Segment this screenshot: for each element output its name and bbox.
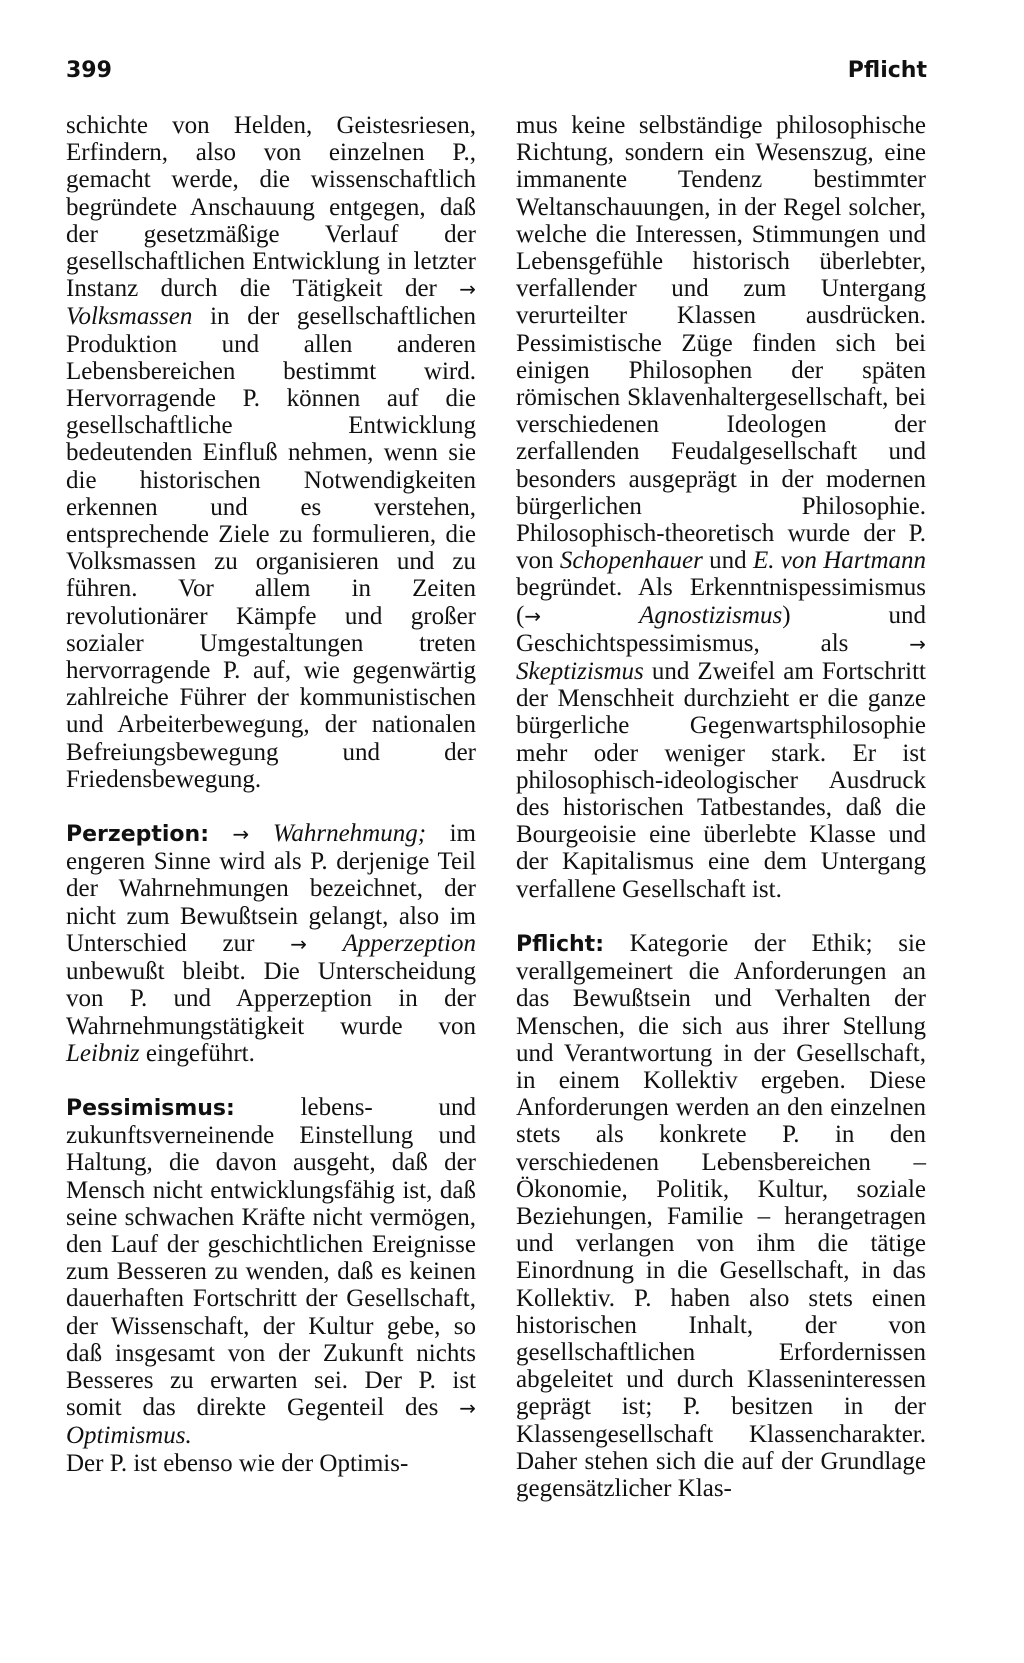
cross-reference-arrow: → — [524, 603, 542, 628]
running-head: Pflicht — [847, 58, 927, 83]
entry-term: Pflicht: — [516, 931, 604, 957]
continued-text: begründet. Als Erkenntnispessimismus ( — [516, 574, 926, 629]
continued-entry — [66, 112, 476, 793]
cross-reference-arrow: → — [232, 822, 250, 847]
person-name-hartmann: E. von Hartmann — [752, 547, 926, 575]
continued-text: und — [709, 547, 747, 575]
cross-reference-arrow: → — [459, 1396, 476, 1421]
continued-text: mus keine selbständige philosophische Richtung, sondern ein Wesenszug, eine immanente Tendenz bestimmter Weltanschauungen, in der Regel solcher, welche die Interessen, Stimmungen und Lebensgefühle historisch überlebter, verfallender und zum Untergang verurteilter Klassen ausdrücken. Pessimistische Züge finden sich bei einigen Philosophen der späten römischen Sklavenhaltergesellschaft, bei verschiedenen Ideologen der zerfallenden Feudalgesellschaft und besonders ausgeprägt in der modernen bürgerlichen Philosophie. Philosophisch-theoretisch wurde der P. von — [516, 112, 926, 575]
cross-reference-agnostizismus[interactable]: Agnostizismus — [639, 601, 783, 629]
cross-reference-volksmassen[interactable]: Volksmassen — [66, 303, 193, 331]
continued-text: und Zweifel am Fortschritt der Menschheit durchzieht er die ganze bürgerliche Gegenwartsphilosophie mehr oder weniger stark. Er ist philosophisch-ideologischer Ausdruck des historischen Tatbestandes, daß die Bourgeoisie eine überlebte Klasse und der Kapitalismus eine dem Untergang verfallene Gesellschaft ist. — [516, 658, 926, 903]
cross-reference-apperzeption[interactable]: Apperzeption — [342, 929, 477, 957]
continued-text: in der gesellschaftlichen Produktion und allen anderen Lebensbereichen bestimmt wird. Hervorragende P. können auf die gesellschaftliche Entwicklung bedeutenden Einfluß nehmen, wenn sie die historischen Notwendigkeiten erkennen und es verstehen, entsprechende Ziele zu formulieren, die Volksmassen zu organisieren und zu führen. Vor allem in Zeiten revolutionärer Kämpfe und großer sozialer Umgestaltungen treten hervorragende P. auf, wie gegenwärtig zahlreiche Führer der kommunistischen und Arbeiterbewegung, der nationalen Befreiungsbewegung und der Friedensbewegung. — [66, 303, 476, 793]
continued-entry — [516, 112, 926, 903]
cross-reference-arrow: → — [459, 277, 477, 302]
entry-perzeption — [66, 820, 476, 1067]
cross-reference-wahrnehmung[interactable]: Wahrnehmung; — [272, 820, 427, 848]
entry-text: lebens- und zukunftsverneinende Einstellung und Haltung, die davon ausgeht, daß der Mensch nicht entwicklungsfähig ist, daß seine schwachen Kräfte nicht vermögen, den Lauf der geschichtlichen Ereignisse zum Besseren zu wenden, daß es keinen dauerhaften Fortschritt der Gesellschaft, der Wissenschaft, der Kultur gebe, so daß insgesamt von der Zukunft nichts Besseres zu erwarten sei. Der P. ist somit das direkte Gegenteil des — [66, 1093, 476, 1422]
continued-text: ) und Geschichtspessimismus, als — [516, 601, 927, 657]
left-column — [66, 112, 476, 1477]
page-header — [66, 58, 927, 92]
right-column — [516, 112, 926, 1502]
entry-text: im engeren Sinne wird als P. derjenige Teil der Wahrnehmungen bezeichnet, der nicht zum Bewußtsein gelangt, also im Unterschied zur — [66, 820, 477, 957]
cross-reference-arrow: → — [290, 931, 307, 956]
entry-text-line: Der P. ist ebenso wie der Optimis- — [66, 1449, 409, 1477]
entry-term: Pessimismus: — [66, 1095, 235, 1121]
entry-text: unbewußt bleibt. Die Unterscheidung von P. und Apperzeption in der Wahrnehmungstätigkeit wurde von — [66, 958, 476, 1040]
page-number: 399 — [66, 58, 112, 83]
cross-reference-optimismus[interactable]: Optimismus. — [66, 1422, 192, 1450]
person-name-leibniz: Leibniz — [66, 1039, 140, 1067]
entry-pessimismus — [66, 1094, 476, 1450]
cross-reference-arrow: → — [909, 631, 926, 656]
cross-reference-skeptizismus[interactable]: Skeptizismus — [516, 658, 644, 686]
entry-pflicht — [516, 930, 926, 1502]
entry-text: eingeführt. — [145, 1039, 255, 1067]
person-name-schopenhauer: Schopenhauer — [559, 547, 703, 575]
entry-text: Kategorie der Ethik; sie verallgemeinert die Anforderungen an das Bewußtsein und Verhalten der Menschen, die sich aus ihrer Stellung und Verantwortung in der Gesellschaft, in einem Kollektiv ergeben. Diese Anforderungen werden an den einzelnen stets als konkrete P. in den verschiedenen Lebensbereichen – Ökonomie, Politik, Kultur, soziale Beziehungen, Familie – herangetragen und verlangen von ihm die tätige Einordnung in die Gesellschaft, in das Kollektiv. P. haben also stets einen historischen Inhalt, der von gesellschaftlichen Erfordernissen abgeleitet und durch Klasseninteressen geprägt ist; P. besitzen in der Klassengesellschaft Klassencharakter. Daher stehen sich die auf der Grundlage gegensätzlicher Klas- — [516, 929, 926, 1502]
continued-text: schichte von Helden, Geistesriesen, Erfindern, also von einzelnen P., gemacht werde, die wissenschaftlich begründete Anschauung entgegen, daß der gesetzmäßige Verlauf der gesellschaftlichen Entwicklung in letzter Instanz durch die Tätigkeit der — [66, 112, 476, 303]
entry-term: Perzeption: — [66, 822, 209, 848]
